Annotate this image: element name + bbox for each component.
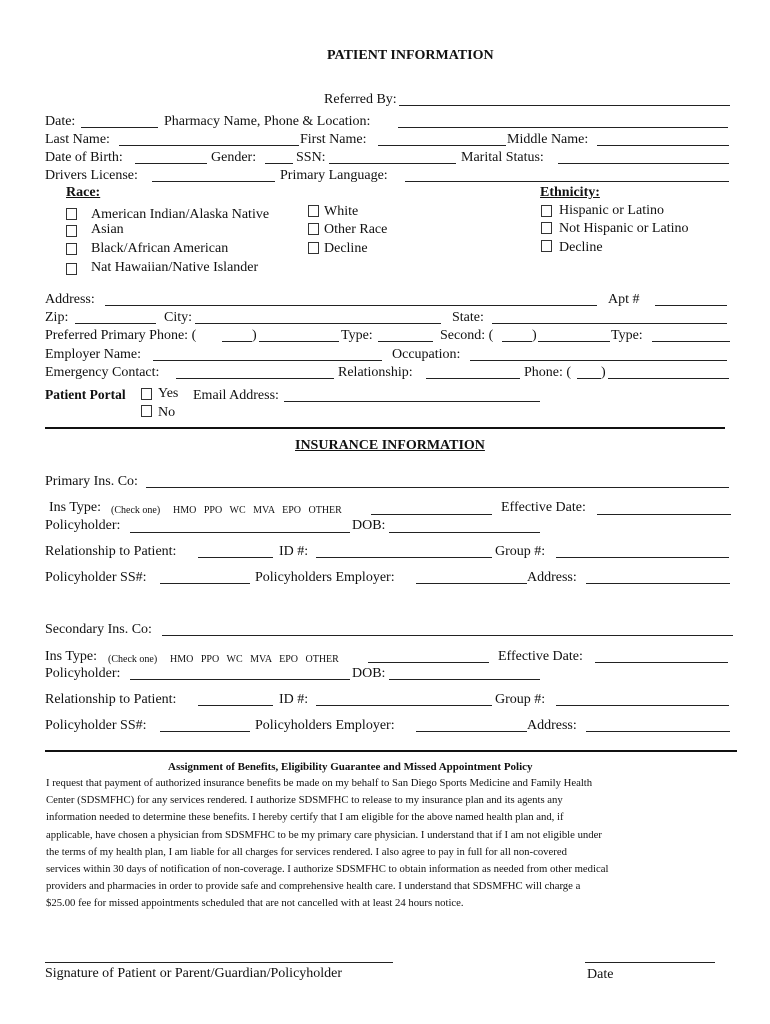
group-field[interactable]	[556, 557, 729, 558]
state-field[interactable]	[492, 323, 727, 324]
portal-no-checkbox[interactable]	[141, 405, 152, 417]
effective-date-field[interactable]	[597, 514, 731, 515]
occupation-field[interactable]	[470, 360, 727, 361]
ssn-field[interactable]	[329, 163, 456, 164]
race-checkbox-asian[interactable]	[66, 225, 77, 237]
city-label: City:	[164, 310, 193, 325]
portal-yes-label: Yes	[158, 386, 179, 401]
race-option: Nat Hawaiian/Native Islander	[91, 260, 259, 275]
gender-label: Gender:	[211, 150, 257, 165]
race-option: American Indian/Alaska Native	[91, 207, 270, 222]
date-label: Date:	[45, 114, 76, 129]
policyholder-dob-field[interactable]	[389, 532, 540, 533]
drivers-field[interactable]	[152, 181, 275, 182]
ethnicity-checkbox-hispanic[interactable]	[541, 205, 552, 217]
primary-phone-field[interactable]	[259, 341, 339, 342]
marital-label: Marital Status:	[461, 150, 544, 165]
policy-line: I request that payment of authorized insurance benefits be made on my behalf to San Diego Sports Medicine and Family Health	[46, 777, 593, 789]
referred-by-field[interactable]	[399, 105, 730, 106]
second-phone-label: Second: (	[440, 328, 494, 343]
gender-field[interactable]	[265, 163, 293, 164]
email-label: Email Address:	[193, 388, 279, 403]
date-field[interactable]	[81, 127, 158, 128]
address-field[interactable]	[105, 305, 597, 306]
race-checkbox-american-indian[interactable]	[66, 208, 77, 220]
policyholder-address-field[interactable]	[586, 583, 730, 584]
policyholder-ss-label: Policyholder SS#:	[45, 718, 147, 733]
drivers-label: Drivers License:	[45, 168, 138, 183]
emergency-area-code-field[interactable]	[577, 378, 601, 379]
policyholder-dob-label: DOB:	[352, 666, 386, 681]
policyholder-dob-label: DOB:	[352, 518, 386, 533]
id-field[interactable]	[316, 557, 492, 558]
policyholder-field[interactable]	[130, 679, 350, 680]
race-option: Asian	[91, 222, 124, 237]
second-phone-field[interactable]	[538, 341, 610, 342]
email-field[interactable]	[284, 401, 540, 402]
policyholder-label: Policyholder:	[45, 666, 121, 681]
race-checkbox-black[interactable]	[66, 243, 77, 255]
patient-portal-label: Patient Portal	[45, 387, 126, 402]
language-label: Primary Language:	[280, 168, 388, 183]
page-title: PATIENT INFORMATION	[327, 48, 494, 63]
policy-line: the terms of my health plan, I am liable for all charges for services rendered. I also agree to pay in full for all non-covered	[46, 845, 567, 858]
dob-field[interactable]	[135, 163, 207, 164]
phone-type-label: Type:	[341, 328, 373, 343]
ethnicity-checkbox-not-hispanic[interactable]	[541, 222, 552, 234]
ins-type-other-field[interactable]	[371, 514, 492, 515]
second-type-field[interactable]	[652, 341, 730, 342]
paren-close: )	[252, 328, 257, 343]
relationship-to-patient-field[interactable]	[198, 705, 273, 706]
ins-type-options[interactable]: HMO PPO WC MVA EPO OTHER	[173, 505, 342, 516]
middle-name-label: Middle Name:	[507, 132, 589, 147]
race-option: White	[324, 204, 359, 219]
emergency-phone-field[interactable]	[608, 378, 729, 379]
policyholder-ss-field[interactable]	[160, 731, 250, 732]
last-name-field[interactable]	[119, 145, 299, 146]
relationship-to-patient-field[interactable]	[198, 557, 273, 558]
last-name-label: Last Name:	[45, 132, 110, 147]
ethnicity-checkbox-decline[interactable]	[541, 240, 552, 252]
signature-date-field[interactable]	[585, 962, 715, 963]
policy-line: services within 30 days of notification of non-coverage. I authorize SDSMFHC to obtain information as needed from other medical	[46, 863, 609, 876]
id-label: ID #:	[279, 544, 309, 559]
race-checkbox-decline[interactable]	[308, 242, 319, 254]
policy-line: information needed to determine these benefits. I hereby certify that I am eligible for the above named health plan and, if	[46, 811, 564, 824]
city-field[interactable]	[195, 323, 441, 324]
policyholder-employer-label: Policyholders Employer:	[255, 718, 395, 733]
race-option: Other Race	[324, 222, 388, 237]
race-option: Black/African American	[91, 241, 229, 256]
ethnicity-option: Not Hispanic or Latino	[559, 221, 689, 236]
pharmacy-label: Pharmacy Name, Phone & Location:	[164, 114, 371, 129]
phone-type-field[interactable]	[378, 341, 433, 342]
relationship-to-patient-label: Relationship to Patient:	[45, 544, 177, 559]
section-divider	[45, 750, 737, 752]
employer-field[interactable]	[153, 360, 382, 361]
signature-field[interactable]	[45, 962, 393, 963]
signature-date-label: Date	[587, 967, 614, 982]
policyholder-field[interactable]	[130, 532, 350, 533]
first-name-label: First Name:	[300, 132, 367, 147]
id-field[interactable]	[316, 705, 492, 706]
check-one-note: (Check one)	[111, 505, 161, 516]
language-field[interactable]	[405, 181, 729, 182]
zip-field[interactable]	[75, 323, 156, 324]
primary-ins-field[interactable]	[146, 487, 729, 488]
signature-label: Signature of Patient or Parent/Guardian/Policyholder	[45, 966, 343, 981]
primary-area-code-field[interactable]	[222, 341, 252, 342]
ethnicity-heading: Ethnicity:	[540, 185, 600, 200]
insurance-heading: INSURANCE INFORMATION	[295, 438, 485, 453]
policy-line: Center (SDSMFHC) for any services rendered. I authorize SDSMFHC to release to my insurance plan and its agents any	[46, 794, 563, 807]
portal-yes-checkbox[interactable]	[141, 388, 152, 400]
middle-name-field[interactable]	[597, 145, 729, 146]
relationship-field[interactable]	[426, 378, 520, 379]
policyholder-label: Policyholder:	[45, 518, 121, 533]
first-name-field[interactable]	[378, 145, 506, 146]
policy-text	[46, 775, 736, 913]
policyholder-ss-label: Policyholder SS#:	[45, 570, 147, 585]
marital-field[interactable]	[558, 163, 729, 164]
policyholder-address-label: Address:	[527, 718, 577, 733]
second-area-code-field[interactable]	[502, 341, 532, 342]
policyholder-address-label: Address:	[527, 570, 577, 585]
dob-label: Date of Birth:	[45, 150, 123, 165]
paren-close: )	[532, 328, 537, 343]
paren-close: )	[601, 365, 606, 380]
policy-line: providers and pharmacies in order to provide safe and comprehensive health care. I understand that SDSMFHC will charge a	[46, 880, 581, 893]
secondary-ins-field[interactable]	[162, 635, 733, 636]
race-option: Decline	[324, 241, 368, 256]
ethnicity-option: Hispanic or Latino	[559, 203, 664, 218]
effective-date-label: Effective Date:	[498, 649, 583, 664]
emergency-field[interactable]	[176, 378, 334, 379]
ins-type-label: Ins Type:	[45, 649, 98, 664]
policyholder-employer-field[interactable]	[416, 583, 527, 584]
relationship-to-patient-label: Relationship to Patient:	[45, 692, 177, 707]
policyholder-employer-field[interactable]	[416, 731, 527, 732]
effective-date-field[interactable]	[595, 662, 728, 663]
zip-label: Zip:	[45, 310, 69, 325]
employer-label: Employer Name:	[45, 347, 142, 362]
check-one-note: (Check one)	[108, 654, 158, 665]
state-label: State:	[452, 310, 484, 325]
policy-line: $25.00 fee for missed appointments scheduled that are not cancelled with at least 24 hours notice.	[46, 897, 464, 910]
policy-title: Assignment of Benefits, Eligibility Guarantee and Missed Appointment Policy	[168, 761, 533, 773]
secondary-ins-label: Secondary Ins. Co:	[45, 622, 152, 637]
group-field[interactable]	[556, 705, 729, 706]
pharmacy-field[interactable]	[398, 127, 728, 128]
second-type-label: Type:	[611, 328, 643, 343]
relationship-label: Relationship:	[338, 365, 413, 380]
emergency-phone-label: Phone: (	[524, 365, 572, 380]
portal-no-label: No	[158, 405, 176, 420]
group-label: Group #:	[495, 692, 546, 707]
ssn-label: SSN:	[296, 150, 326, 165]
section-divider	[45, 427, 725, 429]
apt-field[interactable]	[655, 305, 727, 306]
primary-ins-label: Primary Ins. Co:	[45, 474, 138, 489]
id-label: ID #:	[279, 692, 309, 707]
policyholder-address-field[interactable]	[586, 731, 730, 732]
ins-type-label: Ins Type:	[49, 500, 102, 515]
policyholder-dob-field[interactable]	[389, 679, 540, 680]
emergency-label: Emergency Contact:	[45, 365, 160, 380]
apt-label: Apt #	[608, 292, 640, 307]
race-heading: Race:	[66, 185, 101, 200]
race-checkbox-white[interactable]	[308, 205, 319, 217]
occupation-label: Occupation:	[392, 347, 461, 362]
race-checkbox-other[interactable]	[308, 223, 319, 235]
referred-by-label: Referred By:	[324, 92, 397, 107]
policyholder-ss-field[interactable]	[160, 583, 250, 584]
ins-type-other-field[interactable]	[368, 662, 489, 663]
effective-date-label: Effective Date:	[501, 500, 586, 515]
policy-line: applicable, have chosen a physician from SDSMFHC to be my primary care physician. I understand that if I am not eligible under	[46, 828, 602, 841]
ethnicity-option: Decline	[559, 240, 603, 255]
ins-type-options[interactable]: HMO PPO WC MVA EPO OTHER	[170, 654, 339, 665]
group-label: Group #:	[495, 544, 546, 559]
race-checkbox-hawaiian[interactable]	[66, 263, 77, 275]
address-label: Address:	[45, 292, 95, 307]
primary-phone-label: Preferred Primary Phone: (	[45, 328, 197, 343]
policyholder-employer-label: Policyholders Employer:	[255, 570, 395, 585]
